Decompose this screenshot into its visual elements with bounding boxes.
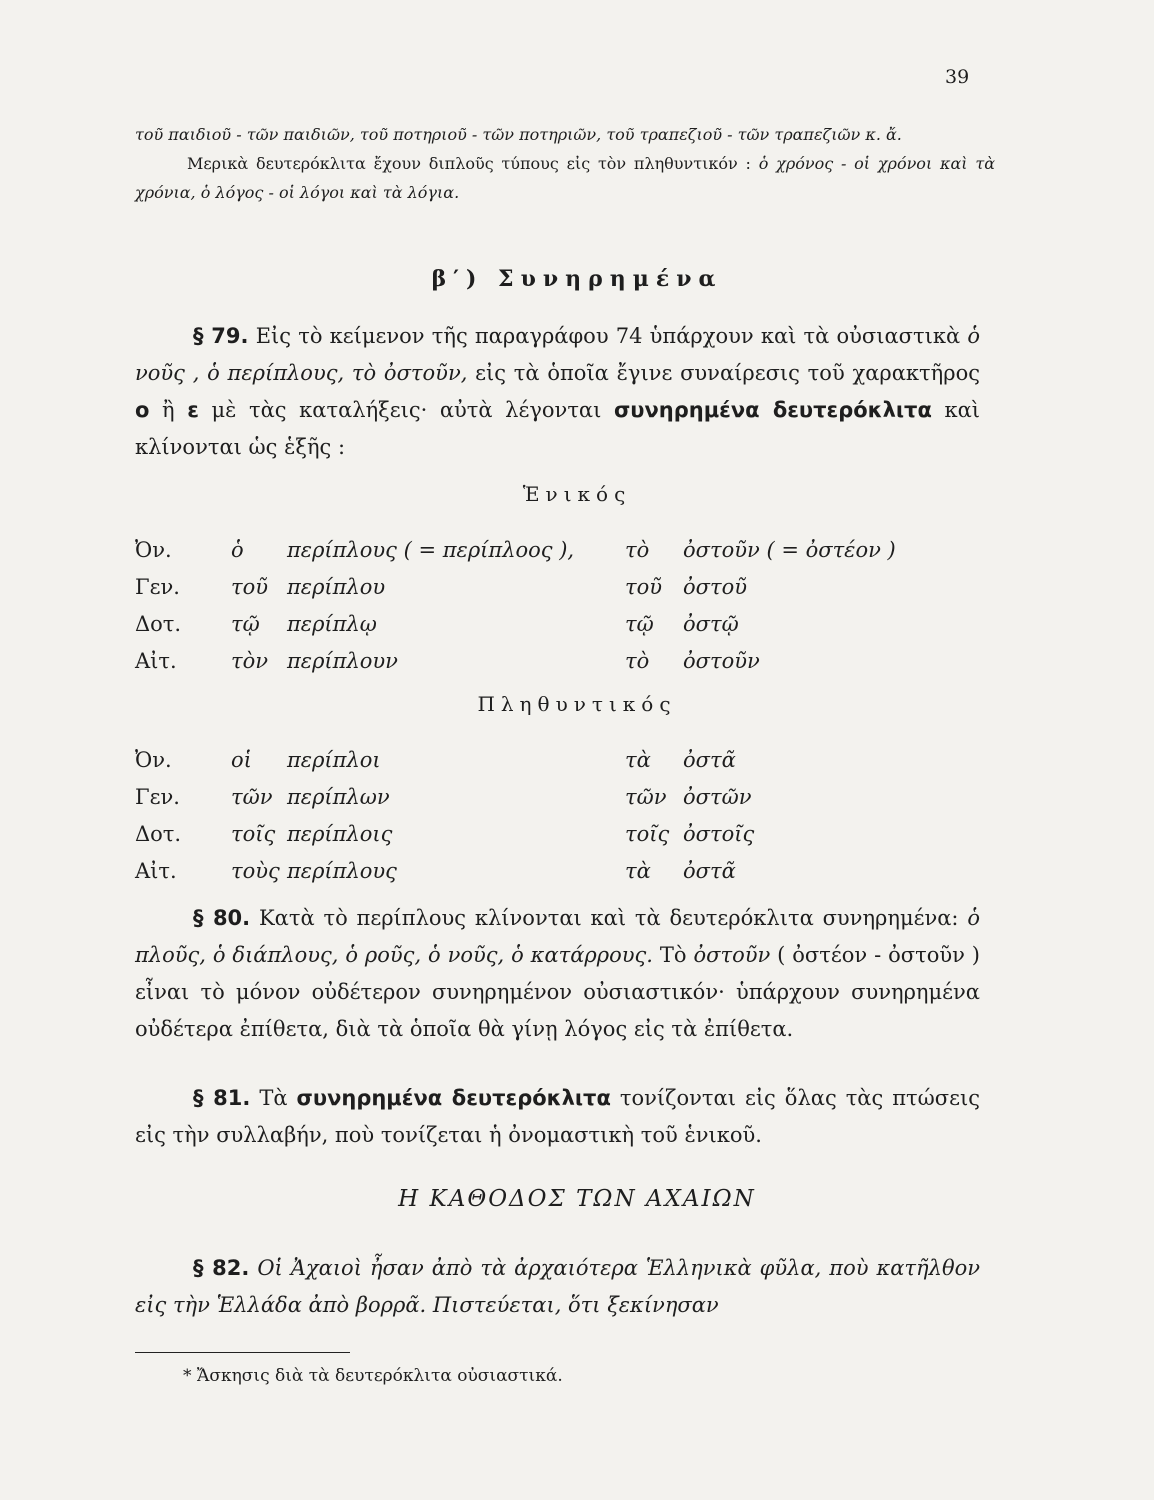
noun-form: περίπλους ( = περίπλοος ), [287, 538, 575, 562]
article: τὸ [625, 649, 650, 673]
paragraph-81 [135, 1080, 980, 1154]
table-row [135, 859, 980, 896]
case-label: Δοτ. [135, 822, 182, 846]
article: τοῦ [625, 575, 663, 599]
noun-form: περίπλοις [287, 822, 393, 846]
table-row [135, 785, 980, 822]
paragraph-82 [135, 1250, 980, 1324]
para-text: Εἰς τὸ κείμενον τῆς παραγράφου 74 ὑπάρχουν καὶ τὰ οὐσιαστικὰ [255, 324, 961, 348]
table-row [135, 822, 980, 859]
case-label: Ὀν. [135, 748, 172, 772]
para-bold: ο [135, 398, 150, 422]
para-text: ( ὀστέον - ὀστοῦν ) εἶναι τὸ μόνον οὐδέτερον συνηρημένον οὐσιαστικόν· ὑπάρχουν συνηρημένα οὐδέτερα ἐπίθετα, διὰ τὰ ὁποῖα θὰ γίνῃ λόγος εἰς τὰ ἐπίθετα. [135, 943, 980, 1041]
para-italic: ὁ πλοῦς, ὁ διάπλους, ὁ ροῦς, ὁ νοῦς, ὁ κατάρρους. [135, 906, 980, 967]
para-text: καὶ κλίνονται ὡς ἑξῆς : [135, 398, 981, 459]
table-row [135, 649, 980, 686]
chapter-heading: Η ΚΑΘΟΔΟΣ ΤΩΝ ΑΧΑΙΩΝ [398, 1186, 756, 1212]
noun-form: ὀστοῖς [683, 822, 755, 846]
article: ὁ [231, 538, 244, 562]
para-italic: ὁ νοῦς , ὁ περίπλους, τὸ ὀστοῦν, [135, 324, 980, 385]
paragraph-number: § 81. [193, 1086, 251, 1110]
article: τῶν [231, 785, 273, 809]
case-label: Δοτ. [135, 612, 182, 636]
article: τὰ [625, 748, 651, 772]
para-bold: ε [187, 398, 199, 422]
noun-form: περίπλους [287, 859, 397, 883]
noun-form: ὀστᾶ [683, 859, 736, 883]
article: τοῖς [625, 822, 670, 846]
intro-line-2-examples: ὁ χρόνος - οἱ χρόνοι καὶ τὰ χρόνια, ὁ λόγος - οἱ λόγοι καὶ τὰ λόγια. [135, 154, 996, 202]
intro-line-1: τοῦ παιδιοῦ - τῶν παιδιῶν, τοῦ ποτηριοῦ - τῶν ποτηριῶν, τοῦ τραπεζιοῦ - τῶν τραπεζιῶν κ. ἄ. [135, 125, 902, 144]
case-label: Γεν. [135, 575, 180, 599]
para-text: ἢ [162, 398, 175, 422]
plural-declension-table [135, 748, 980, 896]
table-row [135, 575, 980, 612]
intro-line-2 [135, 149, 995, 207]
paragraph-79 [135, 318, 980, 466]
noun-form: ὀστοῦν ( = ὀστέον ) [683, 538, 896, 562]
noun-form: ὀστῷ [683, 612, 739, 636]
section-title: β′) Συνηρημένα [431, 266, 723, 292]
paragraph-number: § 80. [193, 906, 251, 930]
intro-text [135, 120, 995, 207]
para-italic: ὀστοῦν [693, 943, 771, 967]
table-row [135, 538, 980, 575]
noun-form: περίπλουν [287, 649, 398, 673]
article: τῶν [625, 785, 667, 809]
para-bold: συνηρημένα δευτερόκλιτα [613, 398, 932, 422]
noun-form: ὀστοῦ [683, 575, 748, 599]
page-number: 39 [945, 66, 970, 88]
noun-form: περίπλου [287, 575, 386, 599]
para-text: μὲ τὰς καταλήξεις· αὐτὰ λέγονται [211, 398, 602, 422]
case-label: Ὀν. [135, 538, 172, 562]
plural-label: Πληθυντικός [477, 692, 677, 716]
article: τῷ [625, 612, 654, 636]
para-text: εἰς τὰ ὁποῖα ἔγινε συναίρεσις τοῦ χαρακτῆρος [475, 361, 980, 385]
article: τὸν [231, 649, 269, 673]
noun-form: περίπλων [287, 785, 390, 809]
para-italic: Οἱ Ἀχαιοὶ ἦσαν ἀπὸ τὰ ἀρχαιότερα Ἑλληνικὰ φῦλα, ποὺ κατῆλθον εἰς τὴν Ἑλλάδα ἀπὸ βορρᾶ. Πιστεύεται, ὅτι ξεκίνησαν [135, 1256, 980, 1317]
article: τὸ [625, 538, 650, 562]
article: τοῖς [231, 822, 276, 846]
para-text: τονίζονται εἰς ὅλας τὰς πτώσεις εἰς τὴν συλλαβήν, ποὺ τονίζεται ἡ ὀνομαστικὴ τοῦ ἑνικοῦ. [135, 1086, 980, 1147]
footnote: * Ἄσκησις διὰ τὰ δευτερόκλιτα οὐσιαστικά. [183, 1366, 563, 1386]
para-text: Τὸ [659, 943, 687, 967]
singular-declension-table [135, 538, 980, 686]
paragraph-number: § 79. [193, 324, 249, 348]
case-label: Γεν. [135, 785, 180, 809]
case-label: Αἰτ. [135, 649, 177, 673]
noun-form: ὀστῶν [683, 785, 752, 809]
noun-form: περίπλοι [287, 748, 381, 772]
article: τοῦ [231, 575, 269, 599]
table-row [135, 748, 980, 785]
noun-form: ὀστοῦν [683, 649, 760, 673]
article: οἱ [231, 748, 252, 772]
para-text: Τὰ [259, 1086, 288, 1110]
para-text: Κατὰ τὸ περίπλους κλίνονται καὶ τὰ δευτερόκλιτα συνηρημένα: [258, 906, 959, 930]
paragraph-80 [135, 900, 980, 1048]
article: τοὺς [231, 859, 280, 883]
paragraph-number: § 82. [193, 1256, 250, 1280]
footnote-divider [135, 1352, 350, 1353]
noun-form: ὀστᾶ [683, 748, 736, 772]
article: τῷ [231, 612, 260, 636]
table-row [135, 612, 980, 649]
article: τὰ [625, 859, 651, 883]
para-bold: συνηρημένα δευτερόκλιτα [296, 1086, 611, 1110]
intro-line-2-text: Μερικὰ δευτερόκλιτα ἔχουν διπλοῦς τύπους εἰς τὸν πληθυντικόν : [187, 154, 751, 173]
singular-label: Ἑνικός [522, 482, 632, 506]
noun-form: περίπλῳ [287, 612, 377, 636]
case-label: Αἰτ. [135, 859, 177, 883]
